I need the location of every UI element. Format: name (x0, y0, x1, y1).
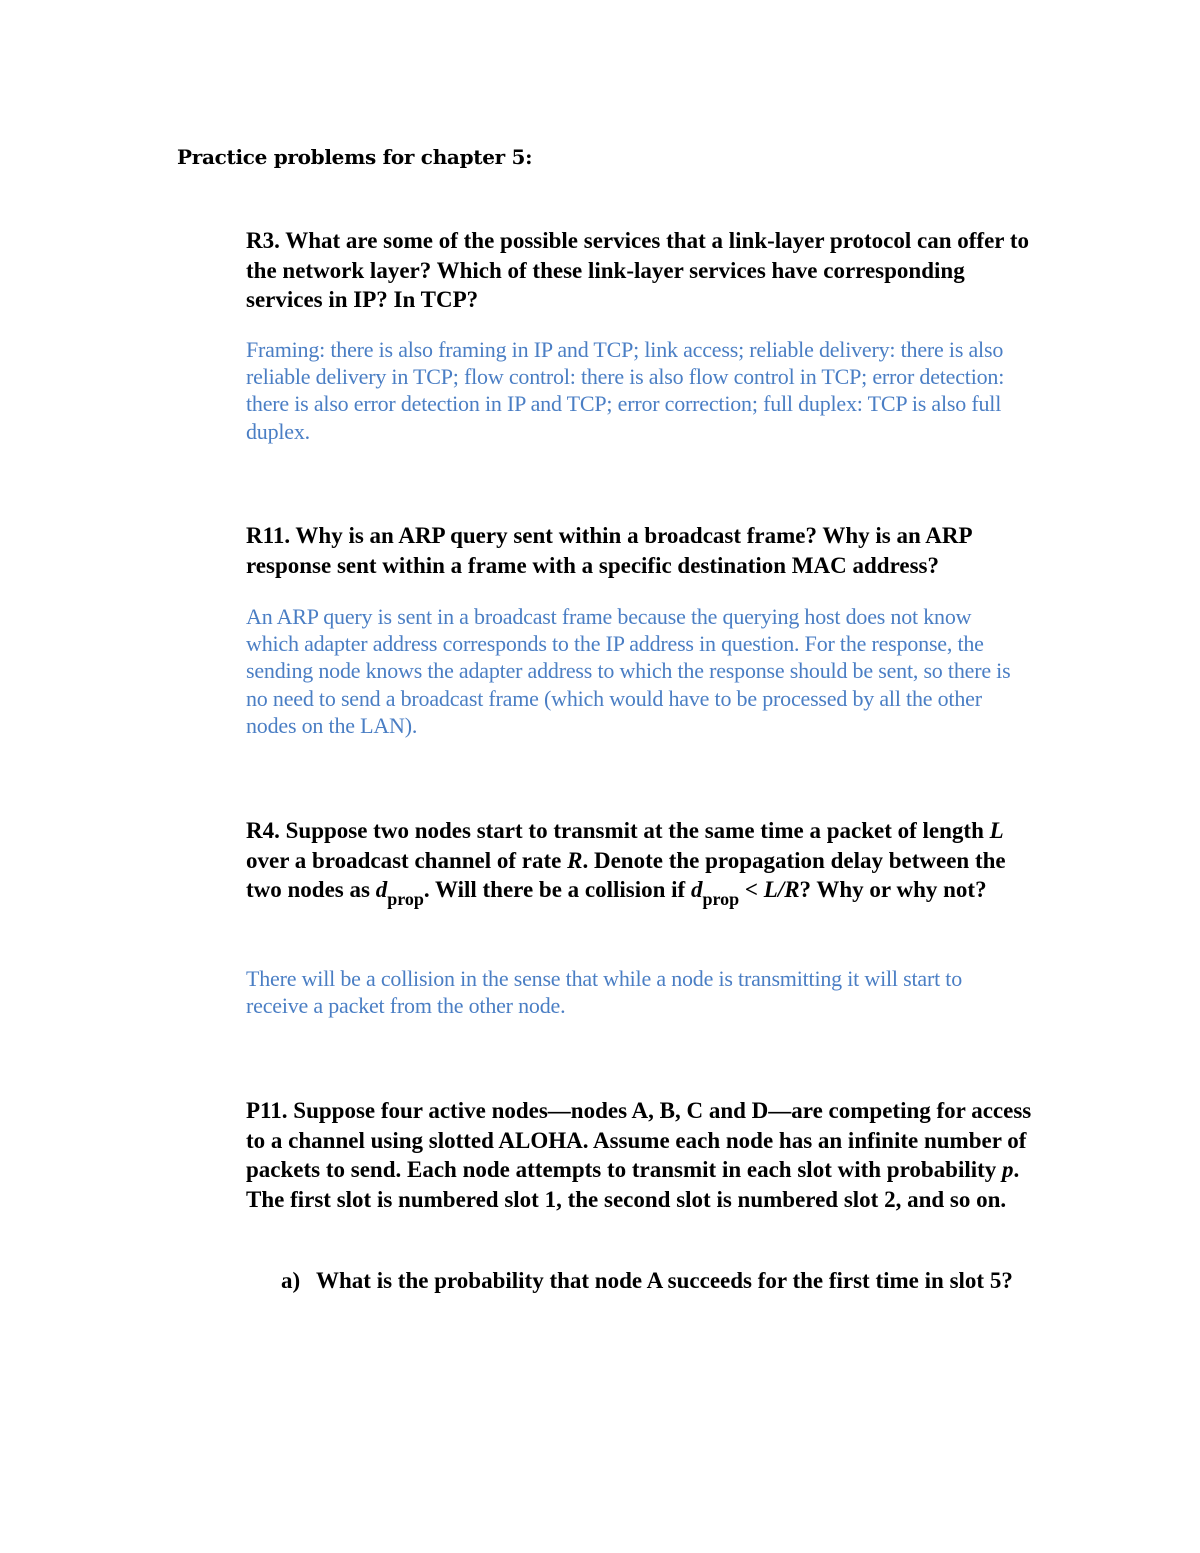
subquestion-a (281, 1266, 1041, 1296)
question-r3: R3. What are some of the possible services that a link-layer protocol can offer to the network layer? Which of these link-layer services have corresponding services in IP? In TCP? (246, 228, 1029, 312)
answer-r3: Framing: there is also framing in IP and TCP; link access; reliable delivery: there is also reliable delivery in TCP; flow control: there is also flow control in TCP; error detection: there is also error detection in IP and TCP; error correction; full duplex: TCP is also full duplex. (246, 337, 1005, 444)
question-r4-text: over a broadcast channel of rate (246, 847, 568, 873)
subscript-prop: prop (387, 889, 424, 909)
question-p11 (246, 1096, 1036, 1214)
question-r4 (246, 816, 1036, 909)
var-p: p (1002, 1157, 1014, 1182)
question-p11-text: P11. Suppose four active nodes—nodes A, B, C and D—are competing for access to a channel using slotted ALOHA. Assume each node has an infinite number of packets to send. Each node attempts to transmit in each slot with probability (246, 1098, 1032, 1182)
question-r4-text: < (739, 877, 764, 902)
var-l-over-r: L/R (763, 877, 800, 902)
question-r4-text: R4. Suppose two nodes start to transmit at the same time a packet of length (246, 818, 990, 843)
answer-r4: There will be a collision in the sense that while a node is transmitting it will start to receive a packet from the other node. (246, 966, 962, 1019)
question-r11: R11. Why is an ARP query sent within a broadcast frame? Why is an ARP response sent within a frame with a specific destination MAC address? (246, 523, 972, 578)
page-title: Practice problems for chapter 5: (177, 145, 533, 169)
question-r4-text: . Denote the propagation delay between the two nodes as (246, 847, 1006, 902)
subscript-prop: prop (702, 889, 740, 909)
question-p11-text: . The first slot is numbered slot 1, the second slot is numbered slot 2, and so on. (246, 1157, 1020, 1212)
list-marker: a) (281, 1268, 301, 1293)
var-r: R (567, 847, 583, 873)
var-d: d (690, 877, 703, 902)
var-d: d (375, 877, 388, 902)
var-l: L (989, 818, 1004, 843)
answer-r11: An ARP query is sent in a broadcast frame because the querying host does not know which adapter address corresponds to the IP address in question. For the response, the sending node knows the adapter address to which the response should be sent, so there is no need to send a broadcast frame (which would have to be processed by all the other nodes on the LAN). (246, 604, 1011, 738)
question-r4-text: . Will there be a collision if (423, 877, 691, 902)
question-r4-text: ? Why or why not? (799, 877, 987, 902)
subquestion-text: What is the probability that node A succeeds for the first time in slot 5? (316, 1268, 1013, 1293)
